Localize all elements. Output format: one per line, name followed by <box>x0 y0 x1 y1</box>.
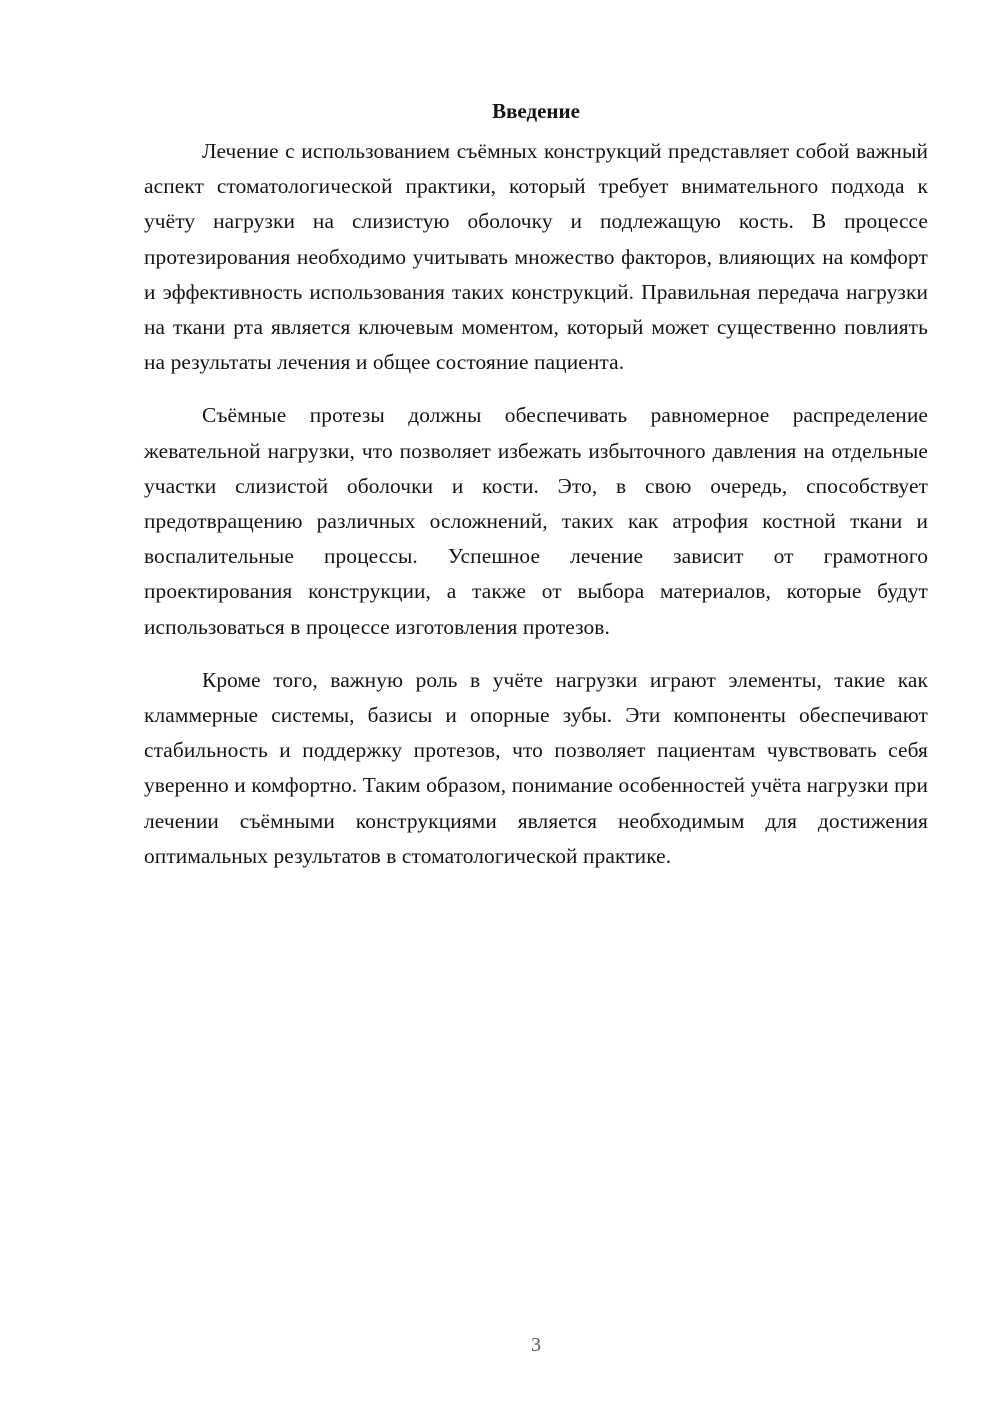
paragraph-1: Лечение с использованием съёмных конструкций представляет собой важный аспект стоматологической практики, который требует внимательного подхода к учёту нагрузки на слизистую оболочку и подлежащую кость. В процессе протезирования необходимо учитывать множество факторов, влияющих на комфорт и эффективность использования таких конструкций. Правильная передача нагрузки на ткани рта является ключевым моментом, который может существенно повлиять на результаты лечения и общее состояние пациента. <box>144 139 928 375</box>
paragraph-2: Съёмные протезы должны обеспечивать равномерное распределение жевательной нагрузки, что позволяет избежать избыточного давления на отдельные участки слизистой оболочки и кости. Это, в свою очередь, способствует предотвращению различных осложнений, таких как атрофия костной ткани и воспалительные процессы. Успешное лечение зависит от грамотного проектирования конструкции, а также от выбора материалов, которые будут использоваться в процессе изготовления протезов. <box>144 403 928 639</box>
page-number: 3 <box>531 1334 541 1356</box>
section-title: Введение <box>492 99 580 123</box>
page-content <box>144 96 928 892</box>
paragraph-3: Кроме того, важную роль в учёте нагрузки играют элементы, такие как кламмерные системы, базисы и опорные зубы. Эти компоненты обеспечивают стабильность и поддержку протезов, что позволяет пациентам чувствовать себя уверенно и комфортно. Таким образом, понимание особенностей учёта нагрузки при лечении съёмными конструкциями является необходимым для достижения оптимальных результатов в стоматологической практике. <box>144 667 928 868</box>
